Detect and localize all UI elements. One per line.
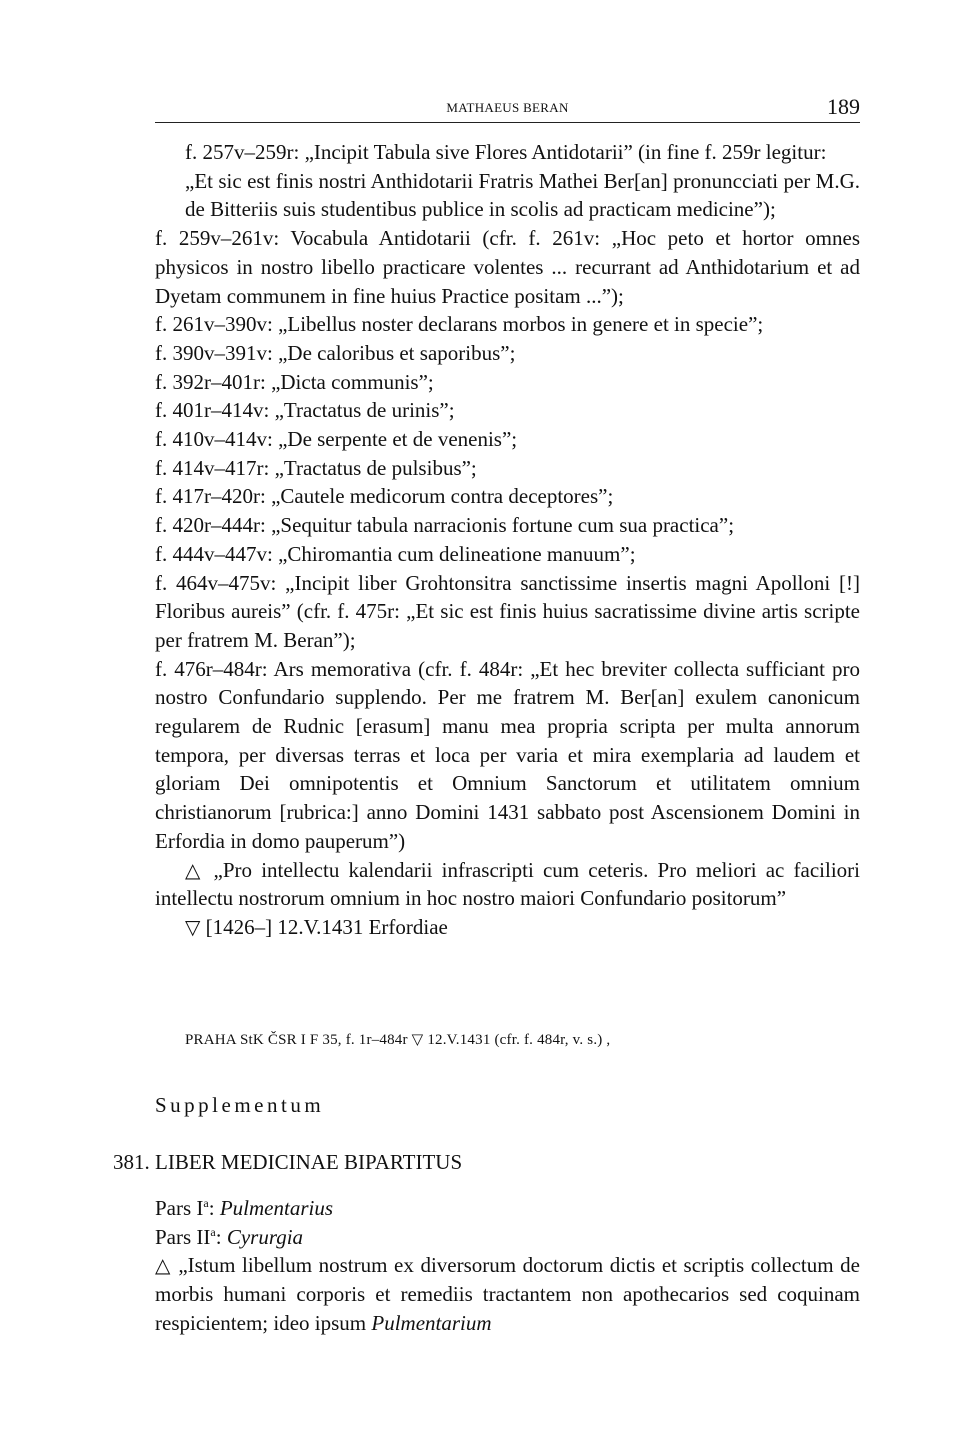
- entry-title: LIBER MEDICINAE BIPARTITUS: [155, 1150, 463, 1174]
- line-folio-414: f. 414v–417r: „Tractatus de pulsibus”;: [155, 455, 477, 480]
- pars-2: Pars $II^a$: Cyrurgia: [155, 1224, 304, 1249]
- paragraph-folio-257: f. 257v–259r: „Incipit Tabula sive Flores Antidotarii” (in fine f. 259r legitur:: [185, 140, 827, 164]
- paragraph-folio-259: f. 259v–261v: Vocabula Antidotarii (cfr. f. 261v: „Hoc peto et hortor omnes physicos in nostro libello practicare volentes ... recurrant ad Anthidotarium et ad Dyetam communem in fine huius Practice positam ...”);: [155, 226, 860, 308]
- paragraph-quote-explicit: „Et sic est finis nostri Anthidotarii Fratris Mathei Ber[an] pronuncciati per M.G. de Bitteriis suis studentibus publice in scolis ad practicam medicine”);: [185, 168, 860, 222]
- entry-incipit: △ „Istum libellum nostrum ex diversorum doctorum dictis et scriptis collectum de morbis humani corporis et remediis tractantem non apothecarios sed coquinam respicientem; ideo ipsum Pulmentarium: [155, 1253, 861, 1335]
- page-header: [155, 94, 860, 120]
- line-folio-401: f. 401r–414v: „Tractatus de urinis”;: [155, 398, 455, 423]
- line-folio-417: f. 417r–420r: „Cautele medicorum contra deceptores”;: [155, 484, 614, 509]
- catalog-entry-body: [155, 138, 860, 942]
- entry-381-body: [155, 1194, 860, 1338]
- paragraph-folio-464: f. 464v–475v: „Incipit liber Grohtonsitra sanctissime insertis magni Apolloni [!] Floribus aureis” (cfr. f. 475r: „Et sic est finis huius sacratissime divine artis scripte per fratrem M. Beran”);: [155, 570, 860, 652]
- section-title: Supplementum: [155, 1093, 325, 1117]
- line-folio-392: f. 392r–401r: „Dicta communis”;: [155, 369, 434, 394]
- explicit-triangle-icon: ▽: [185, 914, 201, 939]
- line-folio-390: f. 390v–391v: „De caloribus et saporibus”;: [155, 340, 516, 365]
- page-number: 189: [827, 94, 860, 119]
- header-rule: [155, 122, 860, 123]
- paragraph-folio-476: f. 476r–484r: Ars memorativa (cfr. f. 484r: „Et hec breviter collecta sufficiant pro nostro Confundario supplendo. Per me fratrem M. Ber[an] exulem canonicum regularem de Rudnic [erasum] manu mea propria scripta per multa annorum tempora, per diversas terras et loca per varia et mira exemplaria ad laudem et gloriam Dei omnipotentis et Omnium Sanctorum et utilitatem omnium christianorum [rubrica:] anno Domini 1431 sabbato post Ascensionem Domini in Erfordia in domo pauperum”): [155, 656, 860, 853]
- incipit-triangle-icon: △: [185, 857, 205, 882]
- line-folio-444: f. 444v–447v: „Chiromantia cum delineatione manuum”;: [155, 541, 636, 566]
- incipit-triangle-icon: △: [155, 1253, 172, 1278]
- incipit-paragraph: △ „Pro intellectu kalendarii infrascripti cum ceteris. Pro meliori ac faciliori intellectu nostrorum omnium in hoc nostro maiori Confundario positorum”: [155, 857, 861, 911]
- explicit-paragraph: ▽ [1426–] 12.V.1431 Erfordiae: [185, 914, 448, 939]
- running-head: MATHAEUS BERAN: [446, 100, 569, 115]
- entry-heading: [113, 1150, 462, 1175]
- line-folio-261: f. 261v–390v: „Libellus noster declarans morbos in genere et in specie”;: [155, 312, 764, 337]
- line-folio-410: f. 410v–414v: „De serpente et de venenis”;: [155, 427, 518, 452]
- entry-number: 381.: [113, 1150, 150, 1174]
- line-folio-420: f. 420r–444r: „Sequitur tabula narracionis fortune cum sua practica”;: [155, 513, 735, 538]
- pars-1: Pars $I^a$: Pulmentarius: [155, 1196, 334, 1220]
- manuscript-shelfmark: PRAHA StK ČSR I F 35, f. 1r–484r ▽ 12.V.1431 (cfr. f. 484r, v. s.) ,: [185, 1032, 611, 1048]
